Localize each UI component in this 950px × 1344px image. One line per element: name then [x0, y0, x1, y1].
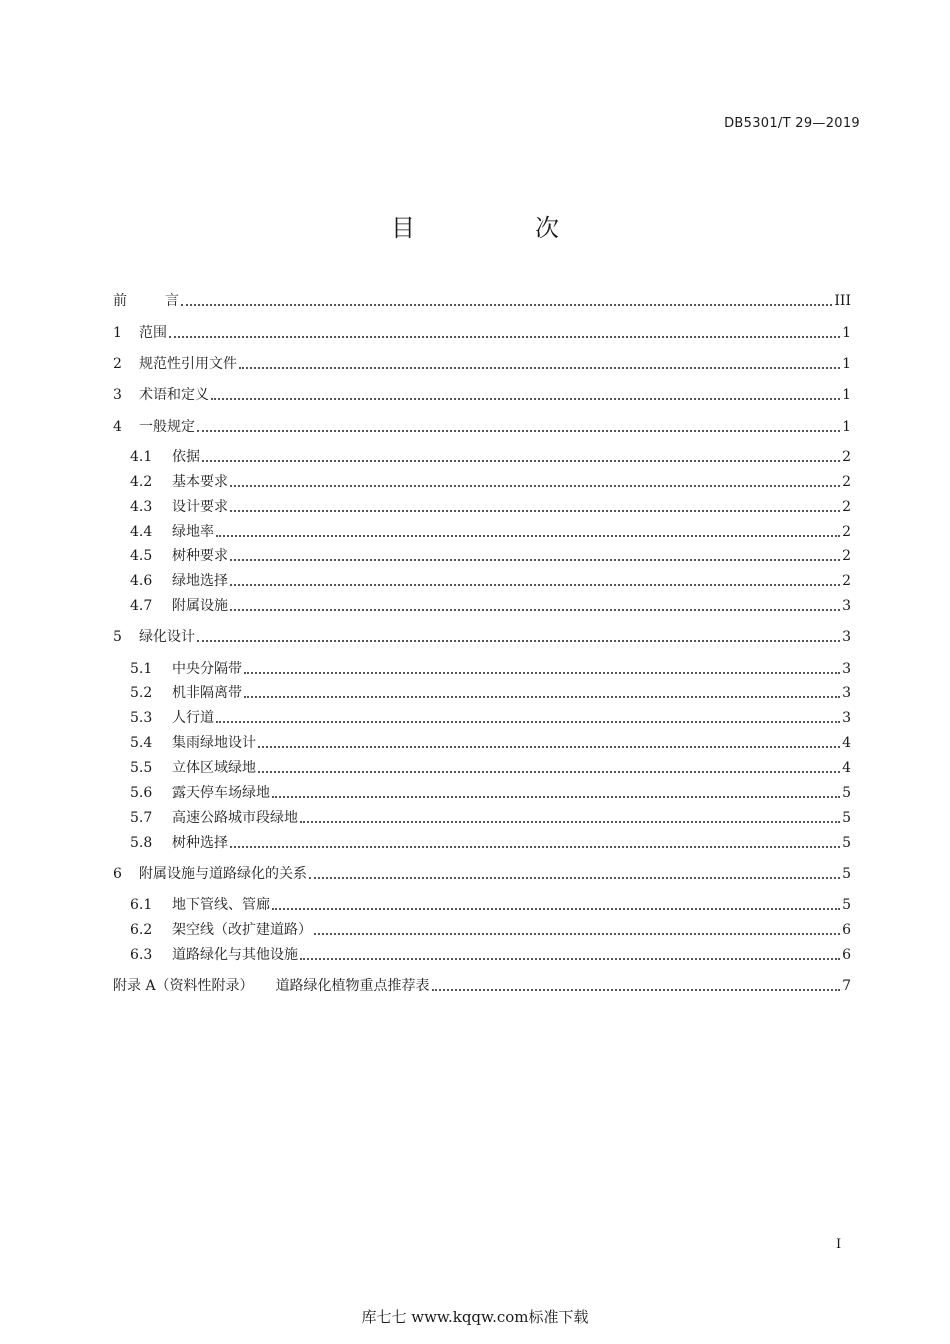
toc-entry-page: 1	[842, 356, 851, 372]
toc-entry-page: 5	[842, 866, 851, 882]
document-code: DB5301/T 29—2019	[724, 116, 860, 131]
dot-leader	[211, 397, 840, 400]
toc-entry[interactable]	[130, 469, 851, 491]
toc-entry-label: 术语和定义	[139, 387, 209, 403]
toc-entry-number: 4.2	[130, 474, 153, 490]
dot-leader	[300, 957, 840, 960]
toc-entry-number: 5.6	[130, 785, 153, 801]
dot-leader	[300, 820, 840, 823]
dot-leader	[230, 583, 840, 586]
toc-entry-page: 5	[842, 897, 851, 913]
toc-entry[interactable]	[130, 680, 851, 702]
toc-entry[interactable]	[130, 917, 851, 939]
toc-entry-label: 依据	[172, 449, 200, 465]
dot-leader	[202, 459, 840, 462]
toc-entry-page: 7	[842, 978, 851, 994]
toc-entry-label: 人行道	[172, 710, 214, 726]
toc-entry-label: 集雨绿地设计	[172, 735, 256, 751]
toc-entry-label: 基本要求	[172, 474, 228, 490]
dot-leader	[230, 558, 840, 561]
toc-entry[interactable]	[130, 543, 851, 565]
footer-watermark: 库七七 www.kqqw.com标准下载	[361, 1308, 589, 1326]
dot-leader	[258, 745, 840, 748]
toc-entry-page: 2	[842, 449, 851, 465]
toc-entry-label: 地下管线、管廊	[172, 897, 270, 913]
page-title: 目 次	[391, 214, 607, 242]
toc-entry-label: 设计要求	[172, 499, 228, 515]
toc-entry-number: 4.1	[130, 449, 153, 465]
toc-entry-page: 1	[842, 387, 851, 403]
toc-entry-number: 前	[113, 293, 127, 309]
toc-entry-label: 附属设施与道路绿化的关系	[139, 866, 307, 882]
dot-leader	[244, 671, 840, 674]
toc-entry-number: 1	[113, 325, 122, 341]
toc-entry-label: 露天停车场绿地	[172, 785, 270, 801]
toc-entry[interactable]	[130, 568, 851, 590]
toc-entry-number: 4.7	[130, 598, 153, 614]
toc-entry-label: 树种选择	[172, 835, 228, 851]
toc-entry-page: 5	[842, 785, 851, 801]
toc-entry-number: 3	[113, 387, 122, 403]
toc-entry-page: 3	[842, 629, 851, 645]
toc-entry-label: 范围	[139, 325, 167, 341]
dot-leader	[258, 770, 840, 773]
toc-entry-number: 5.7	[130, 810, 153, 826]
toc-entry[interactable]	[113, 320, 851, 342]
toc-entry[interactable]	[113, 973, 851, 995]
toc-entry-label: 规范性引用文件	[139, 356, 237, 372]
toc-entry-page: 3	[842, 598, 851, 614]
toc-entry-label: 一般规定	[139, 419, 195, 435]
toc-entry[interactable]	[130, 519, 851, 541]
toc-entry-page: 2	[842, 548, 851, 564]
toc-entry-page: 4	[842, 760, 851, 776]
toc-entry[interactable]	[130, 805, 851, 827]
toc-entry-label: 绿化设计	[139, 629, 195, 645]
toc-entry[interactable]	[130, 780, 851, 802]
toc-entry-page: 3	[842, 710, 851, 726]
toc-entry-page: 3	[842, 685, 851, 701]
toc-entry-page: 3	[842, 661, 851, 677]
toc-entry-label: 绿地率	[172, 524, 214, 540]
dot-leader	[230, 608, 840, 611]
toc-entry-number: 6.2	[130, 922, 153, 938]
dot-leader	[197, 639, 840, 642]
toc-entry-number: 4.5	[130, 548, 153, 564]
dot-leader	[309, 876, 840, 879]
dot-leader	[216, 534, 840, 537]
toc-entry-label: 绿地选择	[172, 573, 228, 589]
toc-entry-number: 5.4	[130, 735, 153, 751]
toc-entry[interactable]	[130, 705, 851, 727]
toc-entry-label: 高速公路城市段绿地	[172, 810, 298, 826]
toc-entry-number: 6.1	[130, 897, 153, 913]
toc-entry-number: 5.2	[130, 685, 153, 701]
toc-entry-number: 4.4	[130, 524, 153, 540]
toc-entry[interactable]	[130, 494, 851, 516]
dot-leader	[314, 932, 840, 935]
toc-entry-page: 2	[842, 573, 851, 589]
dot-leader	[239, 366, 840, 369]
dot-leader	[197, 429, 840, 432]
dot-leader	[230, 845, 840, 848]
toc-entry-page: 6	[842, 947, 851, 963]
toc-entry-number: 4	[113, 419, 122, 435]
toc-entry-page: 6	[842, 922, 851, 938]
toc-entry-number: 5.8	[130, 835, 153, 851]
toc-entry-label: 树种要求	[172, 548, 228, 564]
toc-entry-label: 立体区域绿地	[172, 760, 256, 776]
toc-entry-number: 4.3	[130, 499, 153, 515]
toc-entry-label: 道路绿化与其他设施	[172, 947, 298, 963]
toc-entry[interactable]	[130, 730, 851, 752]
toc-entry[interactable]	[130, 593, 851, 615]
toc-entry-page: 2	[842, 524, 851, 540]
toc-entry-page: 2	[842, 499, 851, 515]
toc-entry[interactable]	[113, 351, 851, 373]
dot-leader	[169, 335, 840, 338]
toc-entry[interactable]	[130, 755, 851, 777]
toc-entry[interactable]	[130, 892, 851, 914]
dot-leader	[181, 303, 832, 306]
toc-entry[interactable]	[130, 444, 851, 466]
toc-entry-number: 6.3	[130, 947, 153, 963]
toc-entry-number: 5.5	[130, 760, 153, 776]
toc-entry-page: 2	[842, 474, 851, 490]
toc-entry-number: 附录 A（资料性附录）	[113, 978, 254, 994]
toc-entry-page: 5	[842, 835, 851, 851]
toc-entry-page: 1	[842, 419, 851, 435]
toc-entry-page: 4	[842, 735, 851, 751]
toc-entry[interactable]	[113, 861, 851, 883]
toc-entry-page: III	[834, 293, 851, 309]
toc-entry-number: 4.6	[130, 573, 153, 589]
dot-leader	[230, 509, 840, 512]
dot-leader	[216, 720, 840, 723]
dot-leader	[432, 988, 841, 991]
dot-leader	[272, 795, 840, 798]
toc-entry-number: 5.3	[130, 710, 153, 726]
toc-entry[interactable]	[113, 414, 851, 436]
dot-leader	[244, 695, 840, 698]
toc-entry[interactable]	[130, 656, 851, 678]
toc-entry-number: 2	[113, 356, 122, 372]
toc-entry-number: 6	[113, 866, 122, 882]
toc-entry-page: 1	[842, 325, 851, 341]
toc-entry[interactable]	[113, 288, 851, 310]
page-number: I	[836, 1237, 842, 1252]
toc-entry-number: 5.1	[130, 661, 153, 677]
toc-entry[interactable]	[113, 382, 851, 404]
toc-entry[interactable]	[130, 942, 851, 964]
toc-entry-label: 机非隔离带	[172, 685, 242, 701]
toc-entry-label: 中央分隔带	[172, 661, 242, 677]
toc-entry-label: 言	[165, 293, 179, 309]
toc-entry-label: 道路绿化植物重点推荐表	[275, 978, 430, 994]
toc-entry-number: 5	[113, 629, 122, 645]
toc-entry-page: 5	[842, 810, 851, 826]
toc-entry-label: 附属设施	[172, 598, 228, 614]
toc-entry[interactable]	[113, 624, 851, 646]
toc-entry-label: 架空线（改扩建道路）	[172, 922, 312, 938]
dot-leader	[230, 484, 840, 487]
dot-leader	[272, 907, 840, 910]
toc-entry[interactable]	[130, 830, 851, 852]
